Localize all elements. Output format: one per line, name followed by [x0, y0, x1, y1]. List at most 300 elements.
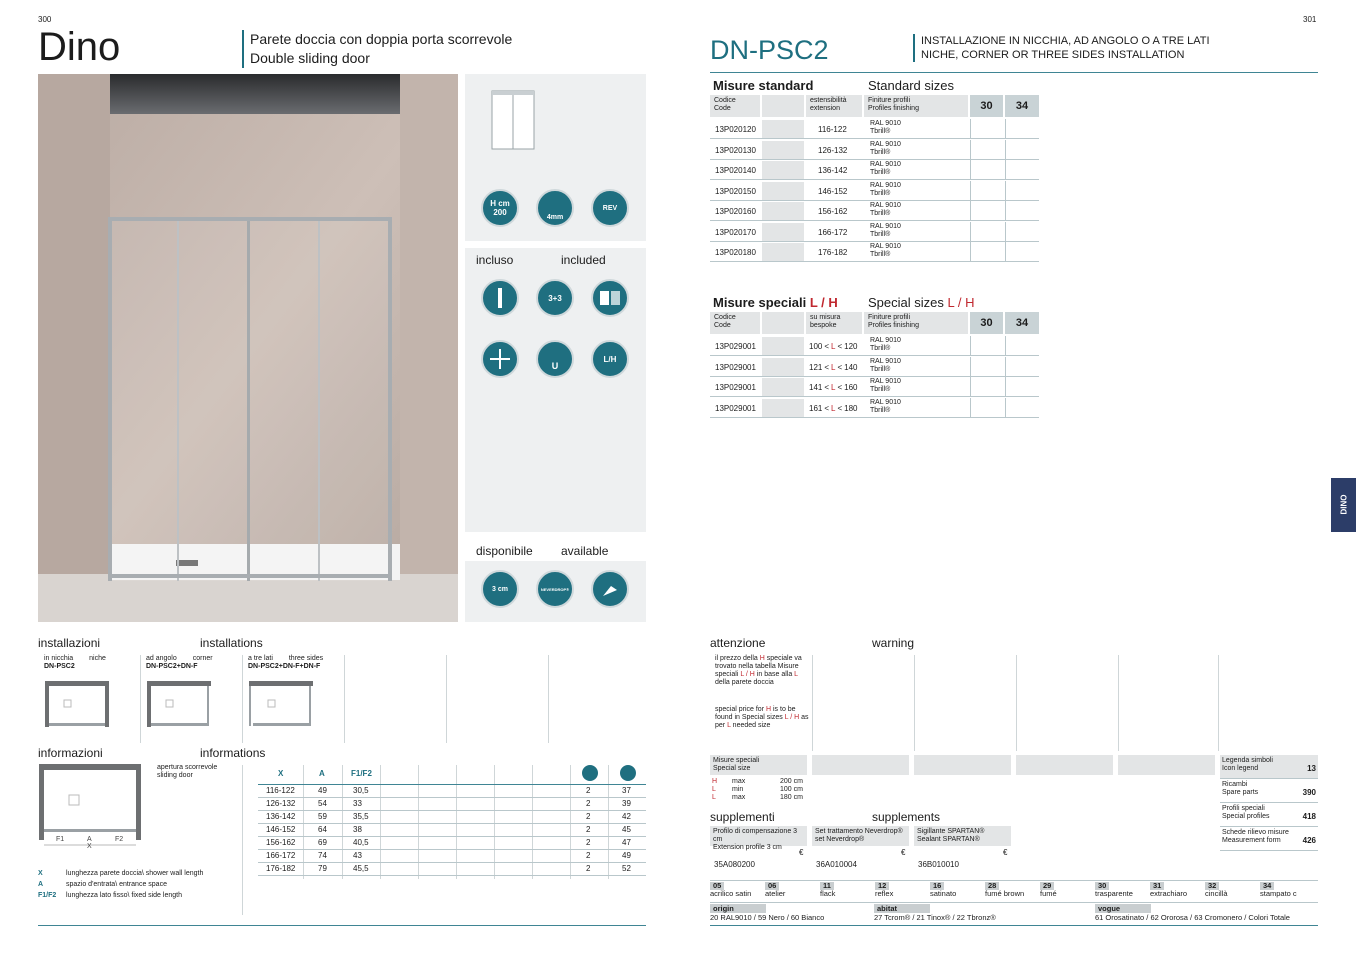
std-ext: 136-142 [818, 166, 848, 175]
sp-finish-2: Tbrill® [870, 406, 891, 414]
std-code: 13P020180 [715, 248, 756, 257]
ss-key: H [712, 778, 718, 785]
warn-it-l: L [794, 671, 798, 678]
glass-number: 05 [710, 882, 724, 890]
info-cell-x: 146-152 [266, 825, 296, 834]
std-finish-2: Tbrill® [870, 230, 891, 238]
side-tab-label: DINO [1339, 494, 1349, 515]
std-sep-34 [1005, 119, 1006, 139]
diagram-label-x: X [87, 843, 92, 850]
install-header [913, 34, 1210, 62]
diagram-label-f2: F2 [115, 836, 124, 843]
sp-finish-1: RAL 9010 [870, 398, 901, 406]
information-title-en: informations [200, 746, 266, 760]
info-table-row [258, 863, 646, 876]
side-list-it: Ricambi [1222, 781, 1248, 788]
warn-it-h: H [759, 655, 765, 662]
warn-en-1: special price for [715, 706, 765, 713]
install-three-code: DN-PSC2+DN-F+DN-F [248, 663, 321, 670]
info-cell-x: 116-122 [266, 786, 295, 795]
sp-range-l: L [831, 383, 836, 392]
sp-code: 13P029001 [715, 403, 756, 413]
info-cell-f: 35,5 [353, 812, 369, 821]
sp-col-finish-it: Finiture profili [868, 314, 911, 321]
finish-group [874, 904, 996, 922]
std-finish-1: RAL 9010 [870, 202, 901, 209]
diagram-label-f1: F1 [56, 836, 65, 843]
std-sep-30 [970, 201, 971, 221]
profile-icon [481, 279, 519, 317]
side-list-page: 13 [1307, 764, 1316, 773]
sp-range [809, 342, 858, 351]
legend-f-en: fixed side length [129, 892, 182, 899]
sp-range-lo: 121 [809, 362, 823, 372]
installations-title-it: installazioni [38, 636, 101, 650]
warning-text-it [715, 655, 809, 687]
page-title: Dino [38, 25, 121, 69]
door-thumbnail-icon [491, 90, 535, 150]
info-cell-a: 59 [318, 812, 327, 821]
info-cell-x: 176-182 [266, 864, 296, 873]
sp-col-30: 30 [970, 312, 1003, 334]
side-list-page: 418 [1302, 812, 1316, 821]
special-size-header [710, 755, 807, 775]
info-table-row [258, 837, 646, 850]
subtitle [242, 30, 512, 68]
glass-option [875, 882, 929, 898]
side-list-item[interactable] [1220, 779, 1318, 803]
side-list-en: Icon legend [1222, 765, 1259, 772]
supplement-currency: € [1003, 848, 1008, 857]
supplement-code: 35A080200 [714, 860, 755, 869]
glass-option [1205, 882, 1259, 898]
std-finish-2: Tbrill® [870, 251, 891, 258]
std-ext: 116-122 [818, 125, 847, 134]
std-ext: 176-182 [818, 248, 848, 257]
std-code: 13P020160 [715, 207, 756, 216]
side-list-item[interactable] [1220, 755, 1318, 779]
sp-code: 13P029001 [715, 383, 756, 392]
warn-en-3: as per [715, 714, 809, 729]
info-cell-x: 156-162 [266, 838, 296, 847]
standard-row [710, 181, 1039, 201]
std-col-blank [762, 95, 804, 117]
sliding-icon [591, 279, 629, 317]
info-col-icon-2 [620, 765, 636, 781]
available-label-en: available [561, 544, 609, 558]
side-list-it: Legenda simboli [1222, 757, 1273, 764]
glass-option [1040, 882, 1094, 898]
page-number-left: 300 [38, 15, 52, 24]
std-sep-34 [1005, 222, 1006, 242]
sp-finish [870, 378, 901, 394]
info-cell-x: 136-142 [266, 812, 296, 821]
info-cell-x: 126-132 [266, 799, 296, 808]
sp-col-code-en: Code [714, 322, 731, 329]
std-finish-1: RAL 9010 [870, 140, 901, 148]
std-ext: 166-172 [818, 227, 848, 237]
std-finish [870, 223, 901, 239]
glass-label: extrachiaro [1150, 889, 1188, 898]
std-finish-2: Tbrill® [870, 128, 891, 135]
sp-sep-30 [970, 377, 971, 397]
glass-option [710, 882, 764, 898]
special-row [710, 377, 1039, 397]
standard-row [710, 119, 1039, 139]
sp-range [809, 383, 858, 392]
subtitle-en: Double sliding door [250, 50, 370, 66]
info-cell-a: 49 [318, 786, 327, 795]
special-row [710, 336, 1039, 356]
std-finish-2: Tbrill® [870, 189, 891, 197]
info-col-a: A [319, 769, 325, 778]
height-200-icon: H cm 200 [481, 189, 519, 227]
std-col-34: 34 [1005, 95, 1039, 117]
std-col-code-it: Codice [714, 97, 736, 104]
info-cell-c1: 2 [586, 812, 591, 821]
subtitle-it: Parete doccia con doppia porta scorrevole [250, 31, 513, 47]
u-profile-icon: U [536, 340, 574, 378]
glass-number: 31 [1150, 882, 1164, 890]
standard-row [710, 160, 1039, 180]
sp-range-lo: 141 [809, 383, 823, 392]
side-tab[interactable] [1331, 478, 1356, 532]
finish-name: origin [710, 904, 766, 913]
std-col-code [710, 95, 760, 117]
special-title-lh: L / H [809, 295, 838, 310]
glass-option [765, 882, 819, 898]
gray-bar-2 [812, 755, 909, 775]
supplements-title-it: supplementi [710, 810, 775, 824]
info-cell-c1: 2 [586, 838, 591, 847]
glass-label: fumé [1040, 889, 1057, 898]
glass-label: acrilico satin [710, 889, 752, 898]
side-list-it: Profili speciali [1222, 805, 1265, 812]
supplement-en: Extension profile 3 cm [713, 844, 782, 851]
finish-values: 27 Tcrom® / 21 Tinox® / 22 Tbronz® [874, 913, 996, 922]
std-ext: 146-152 [818, 186, 848, 196]
install-niche-code: DN-PSC2 [44, 663, 75, 670]
install-corner-en: corner [192, 655, 213, 662]
sp-blank-cell [762, 378, 804, 396]
std-finish [870, 120, 901, 136]
std-col-ext-it: estensibilità [810, 97, 847, 104]
side-list-it: Schede rilievo misure [1222, 829, 1289, 836]
std-col-30: 30 [970, 95, 1003, 117]
std-blank-cell [762, 120, 804, 138]
finish-group [1095, 904, 1290, 922]
sp-col-bespoke-it: su misura [810, 314, 841, 321]
side-list-text [1222, 829, 1289, 845]
install-corner-code: DN-PSC2+DN-F [146, 663, 198, 670]
info-cell-a: 64 [318, 825, 327, 834]
std-finish-1: RAL 9010 [870, 222, 901, 230]
std-finish-1: RAL 9010 [870, 120, 901, 127]
std-sep-34 [1005, 242, 1006, 262]
std-ext: 156-162 [818, 207, 848, 216]
std-sep-30 [970, 242, 971, 262]
info-cell-c2: 45 [622, 825, 631, 834]
sp-range-lt2: < [837, 362, 843, 372]
standard-row [710, 222, 1039, 242]
install-three-sides [248, 655, 323, 671]
info-cell-c2: 47 [622, 838, 631, 847]
info-cell-c2: 49 [622, 851, 631, 860]
ss-label: min [732, 786, 744, 793]
supplement-code: 36A010004 [816, 860, 857, 869]
side-list-en: Spare parts [1222, 789, 1259, 796]
std-finish-2: Tbrill® [870, 210, 891, 217]
warning-text-en [715, 706, 809, 730]
std-finish [870, 202, 901, 218]
glass-label: flack [820, 889, 836, 898]
legend-x-key: X [38, 870, 43, 877]
info-cell-a: 69 [318, 838, 327, 847]
std-blank-cell [762, 243, 804, 261]
info-table-row [258, 824, 646, 837]
ss-label: max [732, 778, 746, 785]
install-header-en: NICHE, CORNER OR THREE SIDES INSTALLATION [921, 49, 1185, 61]
info-cell-f: 43 [353, 851, 362, 860]
std-code: 13P020170 [715, 227, 756, 237]
installations-title-en: installations [200, 636, 263, 650]
sp-finish-1: RAL 9010 [870, 337, 901, 344]
3cm-extension-icon: 3 cm [481, 570, 519, 608]
info-cell-c1: 2 [586, 825, 591, 834]
info-note-it: apertura scorrevole [157, 764, 218, 771]
info-col-x: X [278, 769, 284, 778]
sp-range-lt2: < [837, 403, 843, 413]
info-cell-c1: 2 [586, 864, 591, 873]
sp-sep-34 [1005, 398, 1006, 418]
ss-value: 180 cm [780, 794, 803, 801]
info-cell-c2: 52 [622, 864, 631, 873]
sp-range-lt1: < [824, 403, 830, 413]
special-size-row [712, 778, 812, 786]
sp-col-34: 34 [1005, 312, 1039, 334]
glass-number: 11 [820, 882, 834, 890]
sp-range-lt1: < [824, 342, 830, 351]
std-col-finish-it: Finiture profili [868, 97, 911, 104]
std-code: 13P020120 [715, 125, 756, 134]
side-list-page: 390 [1302, 788, 1316, 797]
glass-number: 29 [1040, 882, 1054, 890]
corner-diagram [146, 680, 214, 730]
gray-bar-5 [1118, 755, 1215, 775]
warn-it-lh: L / H [740, 671, 755, 678]
std-ext: 126-132 [818, 145, 848, 155]
standard-row [710, 242, 1039, 262]
std-finish [870, 161, 901, 177]
warning-title-en: warning [872, 636, 915, 650]
cleaning-icon [591, 570, 629, 608]
std-finish-1: RAL 9010 [870, 181, 901, 189]
sp-range [809, 404, 858, 413]
warn-it-1: il prezzo della [715, 655, 758, 662]
info-table [258, 765, 646, 880]
glass-label: satinato [930, 889, 957, 898]
std-sep-30 [970, 140, 971, 160]
extension-3-3-icon: 3+3 [536, 279, 574, 317]
info-cell-c2: 37 [622, 786, 631, 795]
legend-f-it: lunghezza lato fisso\ [66, 892, 130, 899]
legend-x [38, 870, 238, 878]
legend-x-en: shower wall length [143, 870, 204, 877]
sp-blank-cell [762, 399, 804, 417]
sp-range-l: L [831, 403, 836, 413]
std-blank-cell [762, 141, 804, 159]
sp-sep-34 [1005, 357, 1006, 377]
info-table-row [258, 785, 646, 798]
glass-option [820, 882, 874, 898]
sp-col-code [710, 312, 760, 334]
standard-title-it: Misure standard [713, 78, 814, 93]
glass-option [930, 882, 984, 898]
sp-range-hi: 140 [844, 362, 858, 372]
supplement-en: set Neverdrop® [815, 836, 865, 843]
std-col-ext-en: extension [810, 105, 840, 112]
glass-label: reflex [875, 889, 894, 898]
information-title-it: informazioni [38, 746, 103, 760]
sp-range-l: L [831, 342, 836, 351]
info-cell-c2: 42 [622, 812, 631, 821]
glass-number: 12 [875, 882, 889, 890]
ss-value: 200 cm [780, 778, 803, 785]
install-niche-en: niche [89, 655, 106, 662]
info-legend [38, 870, 238, 900]
sp-blank-cell [762, 358, 804, 376]
standard-title-en: Standard sizes [868, 78, 954, 93]
side-list-text [1222, 757, 1273, 773]
sp-range [809, 363, 858, 372]
side-list-item[interactable] [1220, 803, 1318, 827]
glass-option [1260, 882, 1314, 898]
info-table-row [258, 798, 646, 811]
sp-range-lt1: < [824, 383, 830, 392]
glass-label: fumé brown [985, 889, 1025, 898]
ss-key: L [712, 794, 716, 801]
neverdrop-icon: NEVERDROP® [536, 570, 574, 608]
special-title-en-text: Special sizes [868, 295, 944, 310]
glass-label: cincillà [1205, 889, 1228, 898]
std-blank-cell [762, 161, 804, 179]
std-sep-34 [1005, 181, 1006, 201]
info-cell-c1: 2 [586, 851, 591, 860]
sp-range-lo: 161 [809, 403, 823, 413]
sp-finish-1: RAL 9010 [870, 357, 901, 365]
install-corner [146, 655, 213, 671]
glass-number: 16 [930, 882, 944, 890]
std-finish [870, 182, 901, 198]
sp-range-hi: 120 [844, 342, 858, 351]
sp-range-hi: 160 [844, 383, 858, 392]
info-col-icon-1 [582, 765, 598, 781]
info-cell-f: 33 [353, 799, 362, 808]
info-cell-f: 30,5 [353, 786, 369, 795]
ss-key: L [712, 786, 716, 793]
side-reference-list [1220, 755, 1318, 851]
legend-a [38, 881, 238, 889]
glass-option [985, 882, 1039, 898]
glass-number: 32 [1205, 882, 1219, 890]
reversible-icon: REV [591, 189, 629, 227]
info-col-f: F1/F2 [351, 769, 372, 778]
niche-diagram [44, 680, 112, 730]
sp-sep-34 [1005, 336, 1006, 356]
std-blank-cell [762, 223, 804, 241]
product-photo [38, 74, 458, 622]
sp-code: 13P029001 [715, 342, 756, 351]
lh-icon: L/H [591, 340, 629, 378]
info-cell-f: 45,5 [353, 864, 369, 873]
supplement-code: 36B010010 [918, 860, 959, 869]
legend-f [38, 892, 238, 900]
std-col-finish [864, 95, 968, 117]
supplements-title-en: supplements [872, 810, 941, 824]
std-sep-34 [1005, 140, 1006, 160]
sp-col-code-it: Codice [714, 314, 736, 321]
info-cell-f: 38 [353, 825, 362, 834]
sp-finish [870, 337, 901, 353]
special-title-it [713, 295, 838, 310]
sp-blank-cell [762, 337, 804, 355]
info-cell-a: 54 [318, 799, 327, 808]
side-list-en: Measurement form [1222, 837, 1281, 844]
warning-title-it: attenzione [710, 636, 766, 650]
supplement-currency: € [901, 848, 906, 857]
sp-range-hi: 180 [844, 403, 858, 413]
std-finish [870, 141, 901, 157]
sp-finish-2: Tbrill® [870, 345, 891, 352]
std-sep-34 [1005, 201, 1006, 221]
info-cell-a: 74 [318, 851, 327, 860]
sp-col-blank [762, 312, 804, 334]
side-list-item[interactable] [1220, 827, 1318, 851]
legend-x-it: lunghezza parete doccia\ [66, 870, 144, 877]
standard-row [710, 140, 1039, 160]
supplement-item [710, 826, 807, 851]
finish-name: vogue [1095, 904, 1151, 913]
install-three-it: a tre lati [248, 655, 273, 662]
supplement-en: Sealant SPARTAN® [917, 836, 980, 843]
glass-number: 34 [1260, 882, 1274, 890]
install-corner-it: ad angolo [146, 655, 177, 662]
std-finish-1: RAL 9010 [870, 161, 901, 168]
special-header [710, 312, 1039, 334]
install-niche [44, 655, 106, 671]
supplement-it: Set trattamento Neverdrop® [815, 828, 903, 835]
sp-sep-30 [970, 336, 971, 356]
sp-finish [870, 358, 901, 374]
sp-col-finish-en: Profiles finishing [868, 322, 919, 329]
sp-finish [870, 399, 901, 415]
std-code: 13P020130 [715, 145, 756, 155]
sp-sep-30 [970, 357, 971, 377]
sp-finish-1: RAL 9010 [870, 378, 901, 385]
special-title-en-lh: L / H [947, 295, 975, 310]
std-finish-2: Tbrill® [870, 148, 891, 156]
warn-en-4: needed size [732, 722, 771, 729]
available-label-it: disponibile [476, 544, 533, 558]
warn-it-4: della parete doccia [715, 679, 774, 686]
special-title-en [868, 295, 974, 310]
warn-en-lh: L / H [784, 714, 800, 721]
finish-values: 61 Orosatinato / 62 Ororosa / 63 Cromonero / Colori Totale [1095, 913, 1290, 922]
sp-range-lt2: < [837, 342, 843, 351]
sp-sep-30 [970, 398, 971, 418]
info-table-row [258, 850, 646, 863]
std-sep-34 [1005, 160, 1006, 180]
